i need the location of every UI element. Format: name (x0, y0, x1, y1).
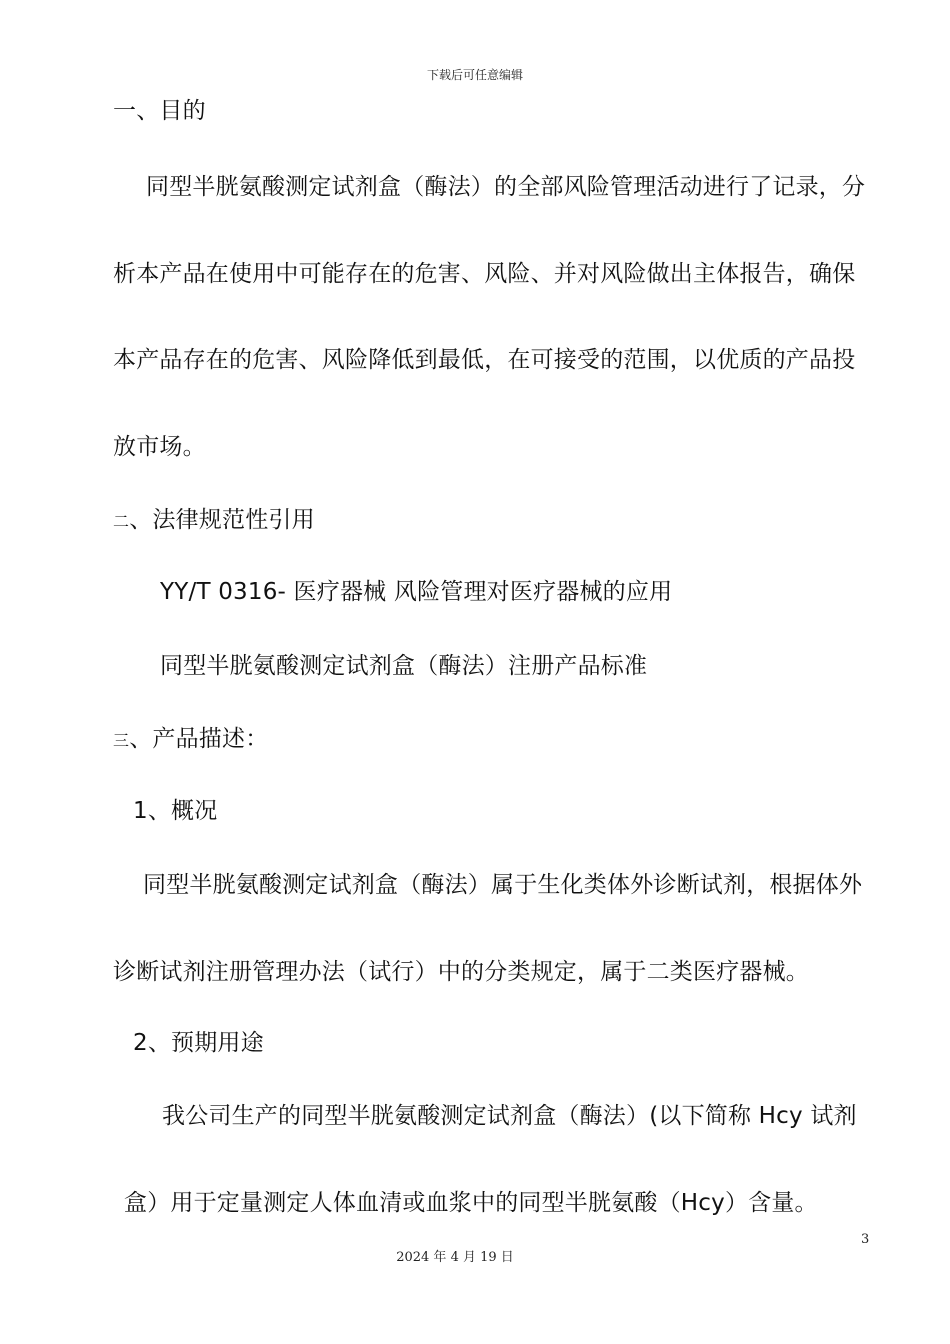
footer-date: 2024 年 4 月 19 日 (396, 1250, 514, 1265)
overview-line-2: 诊断试剂注册管理办法（试行）中的分类规定，属于二类医疗器械。 (113, 959, 809, 985)
subsection-overview-title: 1、概况 (133, 798, 218, 824)
section-2-heading (113, 504, 315, 538)
section-2-title: 、法律规范性引用 (129, 507, 315, 533)
subsection-intended-use-title: 2、预期用途 (133, 1030, 264, 1056)
section-1-line-4: 放市场。 (113, 434, 206, 460)
page-header: 下载后可任意编辑 (426, 68, 523, 82)
section-2-number: 二 (113, 512, 130, 531)
section-1-line-3: 本产品存在的危害、风险降低到最低，在可接受的范围，以优质的产品投 (113, 347, 856, 373)
reference-standard-1: YY/T 0316- 医疗器械 风险管理对医疗器械的应用 (160, 579, 673, 605)
intended-use-line-2: 盒）用于定量测定人体血清或血浆中的同型半胱氨酸（Hcy）含量。 (124, 1190, 818, 1216)
section-3-number: 三 (113, 731, 130, 750)
section-3-heading (113, 723, 268, 757)
section-3-title: 、产品描述： (129, 726, 269, 752)
page-number: 3 (861, 1232, 870, 1247)
reference-standard-2: 同型半胱氨酸测定试剂盒（酶法）注册产品标准 (160, 653, 648, 679)
intended-use-line-1: 我公司生产的同型半胱氨酸测定试剂盒（酶法）(以下简称 Hcy 试剂 (162, 1103, 857, 1129)
section-1-title: 一、目的 (113, 98, 206, 124)
overview-line-1: 同型半胱氨酸测定试剂盒（酶法）属于生化类体外诊断试剂，根据体外 (143, 872, 863, 898)
section-1-line-1: 同型半胱氨酸测定试剂盒（酶法）的全部风险管理活动进行了记录，分 (146, 174, 866, 200)
section-1-line-2: 析本产品在使用中可能存在的危害、风险、并对风险做出主体报告，确保 (113, 261, 856, 287)
